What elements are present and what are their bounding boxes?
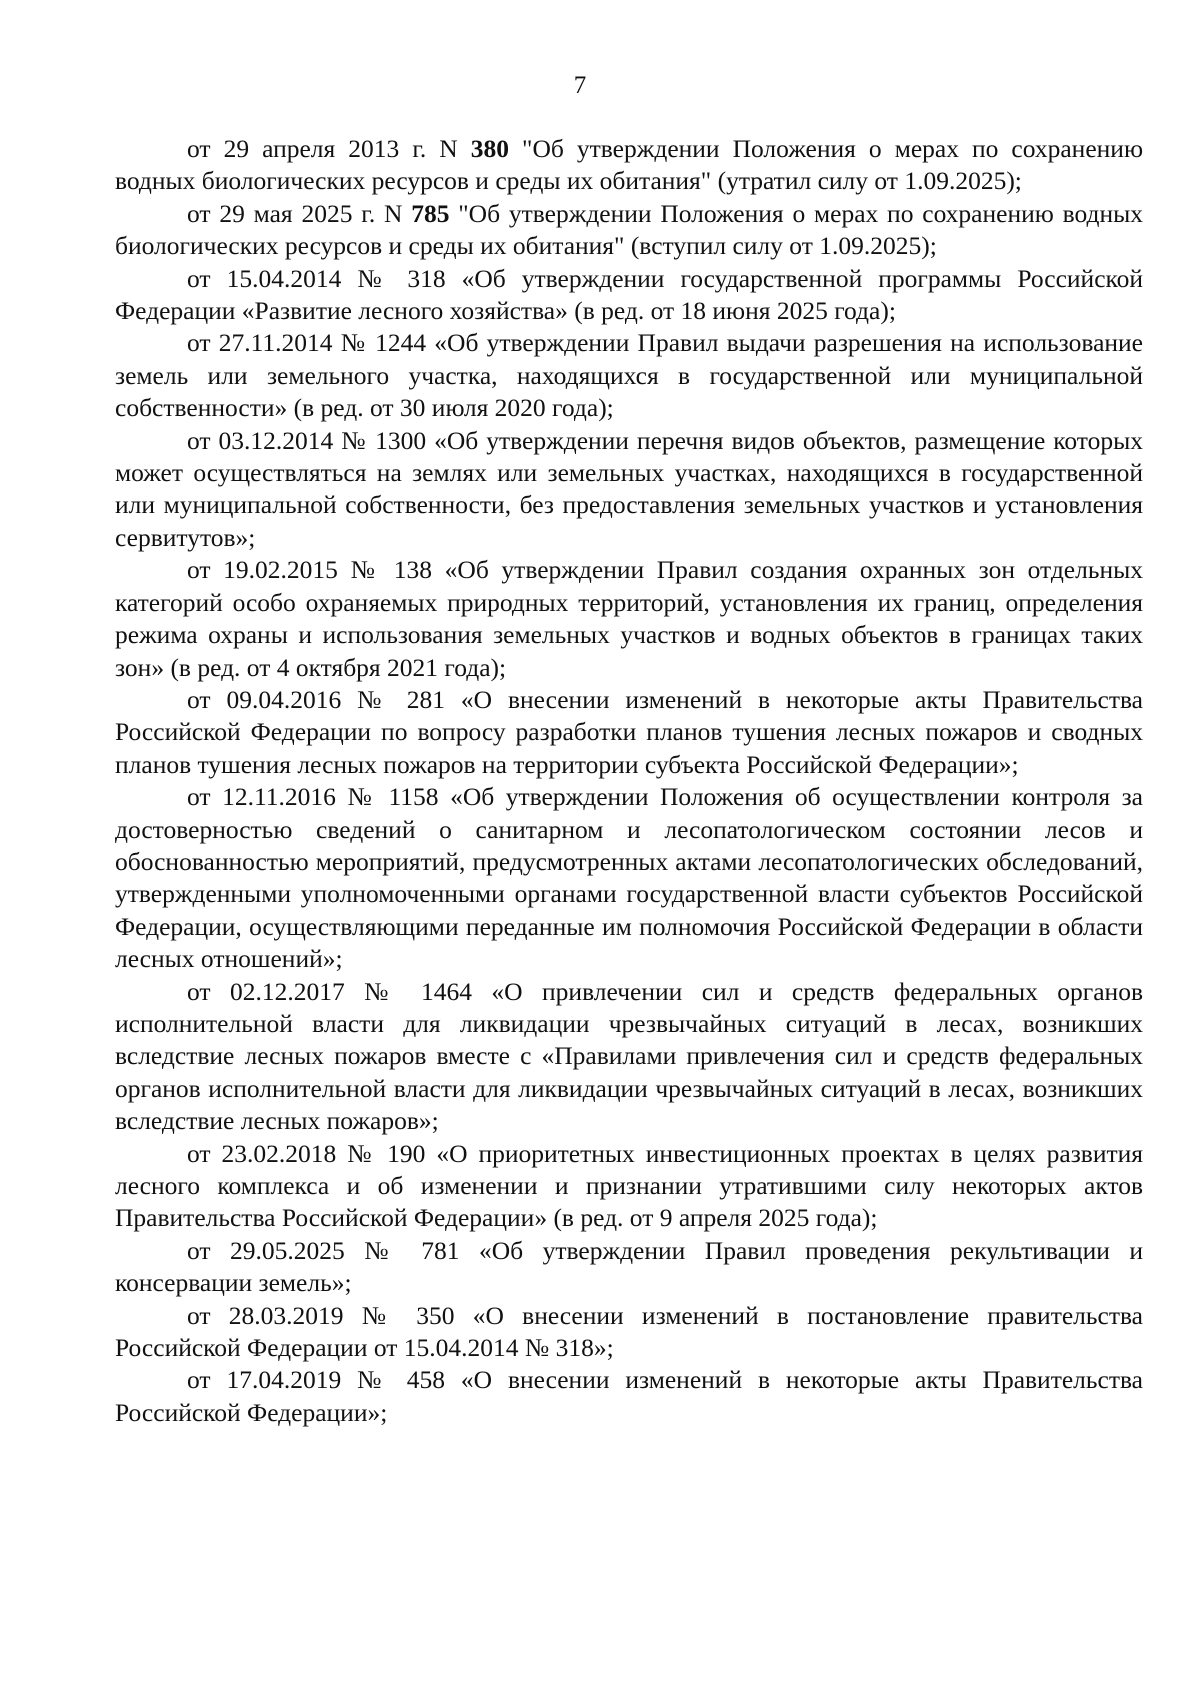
paragraph-decree-2015-138	[115, 554, 1143, 684]
paragraph-text: от 12.11.2016 № 1158 «Об утверждении Положения об осуществлении контроля за достоверностью сведений о санитарном и лесопатологическом состоянии лесов и обоснованностью мероприятий, предусмотренных актами лесопатологических обследований, утвержденными уполномоченными органами государственной власти субъектов Российской Федерации, осуществляющими переданные им полномочия Российской Федерации в области лесных отношений»;	[115, 782, 1143, 974]
paragraph-decree-2014-1244	[115, 327, 1143, 424]
document-body	[115, 133, 1143, 1429]
paragraph-text: от 29 мая 2025 г. N	[187, 198, 412, 228]
paragraph-decree-2014-1300	[115, 425, 1143, 555]
paragraph-decree-2013-380	[115, 133, 1143, 198]
paragraph-text: от 28.03.2019 № 350 «О внесении изменений в постановление правительства Российской Федерации от 15.04.2014 № 318»;	[115, 1300, 1143, 1363]
decree-number-bold: 785	[411, 198, 450, 228]
paragraph-text: от 29 апреля 2013 г. N	[187, 134, 471, 163]
paragraph-text: "Об утверждении Положения о мерах по сохранению водных биологических ресурсов и среды их обитания" (утратил силу от 1.09.2025);	[115, 134, 1143, 196]
paragraph-decree-2019-350	[115, 1300, 1143, 1365]
paragraph-decree-2018-190	[115, 1138, 1143, 1235]
paragraph-text: от 09.04.2016 № 281 «О внесении изменений в некоторые акты Правительства Российской Федерации по вопросу разработки планов тушения лесных пожаров и сводных планов тушения лесных пожаров на территории субъекта Российской Федерации»;	[115, 684, 1143, 779]
paragraph-text: от 29.05.2025 № 781 «Об утверждении Правил проведения рекультивации и консервации земель»;	[115, 1235, 1143, 1298]
paragraph-decree-2019-458	[115, 1364, 1143, 1429]
decree-number-bold: 380	[470, 134, 510, 163]
paragraph-text: от 19.02.2015 № 138 «Об утверждении Правил создания охранных зон отдельных категорий особо охраняемых природных территорий, установления их границ, определения режима охраны и использования земельных участков и водных объектов в границах таких зон» (в ред. от 4 октября 2021 года);	[115, 555, 1143, 682]
paragraph-text: от 02.12.2017 № 1464 «О привлечении сил и средств федеральных органов исполнительной власти для ликвидации чрезвычайных ситуаций в лесах, возникших вследствие лесных пожаров вместе с «Правилами привлечения сил и средств федеральных органов исполнительной власти для ликвидации чрезвычайных ситуаций в лесах, возникших вследствие лесных пожаров»;	[115, 976, 1143, 1136]
paragraph-decree-2016-1158	[115, 781, 1143, 975]
paragraph-decree-2014-318	[115, 263, 1143, 328]
paragraph-text: "Об утверждении Положения о мерах по сохранению водных биологических ресурсов и среды их обитания" (вступил силу от 1.09.2025);	[115, 198, 1143, 261]
paragraph-decree-2025-785	[115, 198, 1143, 263]
paragraph-decree-2017-1464	[115, 976, 1143, 1138]
paragraph-decree-2025-781	[115, 1235, 1143, 1300]
paragraph-decree-2016-281	[115, 684, 1143, 781]
page-number: 7	[573, 72, 587, 99]
paragraph-text: от 23.02.2018 № 190 «О приоритетных инвестиционных проектах в целях развития лесного комплекса и об изменении и признании утратившими силу некоторых актов Правительства Российской Федерации» (в ред. от 9 апреля 2025 года);	[115, 1138, 1143, 1233]
paragraph-text: от 27.11.2014 № 1244 «Об утверждении Правил выдачи разрешения на использование земель или земельного участка, находящихся в государственной или муниципальной собственности» (в ред. от 30 июля 2020 года);	[115, 328, 1143, 423]
paragraph-text: от 03.12.2014 № 1300 «Об утверждении перечня видов объектов, размещение которых может осуществляться на землях или земельных участках, находящихся в государственной или муниципальной собственности, без предоставления земельных участков и установления сервитутов»;	[115, 425, 1143, 552]
paragraph-text: от 15.04.2014 № 318 «Об утверждении государственной программы Российской Федерации «Развитие лесного хозяйства» (в ред. от 18 июня 2025 года);	[115, 263, 1143, 326]
paragraph-text: от 17.04.2019 № 458 «О внесении изменений в некоторые акты Правительства Российской Федерации»;	[115, 1365, 1143, 1427]
